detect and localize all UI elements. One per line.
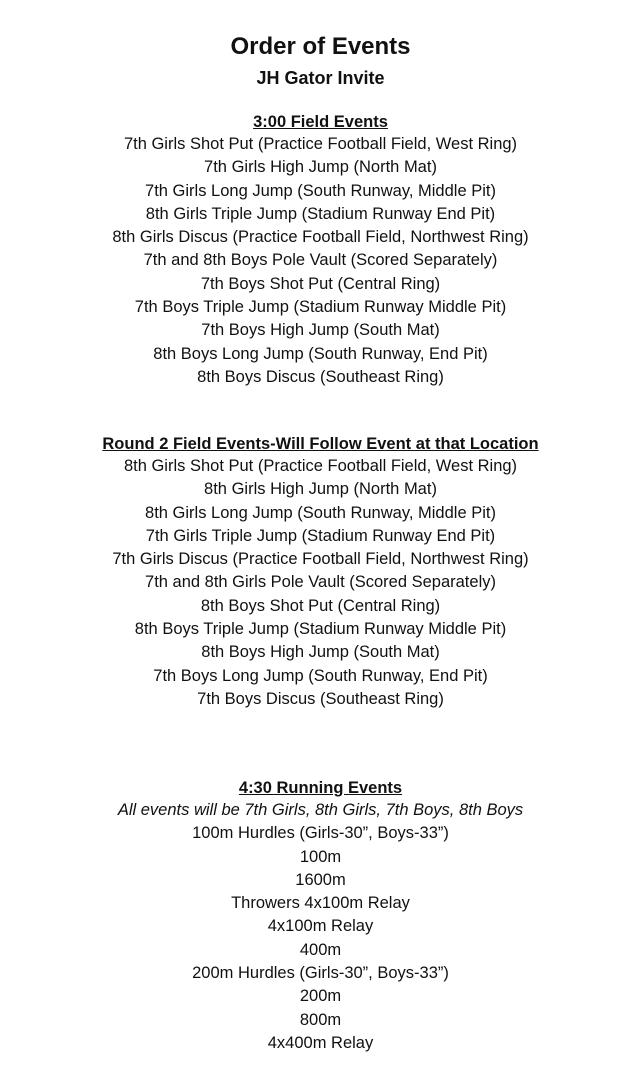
event-item: 7th and 8th Girls Pole Vault (Scored Separately) [145,573,496,592]
running-events-note: All events will be 7th Girls, 8th Girls, 7th Boys, 8th Boys [117,801,524,819]
event-item: 7th and 8th Boys Pole Vault (Scored Separately) [143,251,498,270]
event-item: 7th Girls Triple Jump (Stadium Runway End Pit) [145,526,496,545]
event-item: Throwers 4x100m Relay [231,894,410,913]
event-item: 8th Girls Long Jump (South Runway, Middle Pit) [145,503,496,522]
event-item: 8th Girls High Jump (North Mat) [204,480,437,499]
event-item: 7th Boys Shot Put (Central Ring) [200,274,441,293]
event-item: 8th Girls Shot Put (Practice Football Field, West Ring) [123,457,518,475]
round-2-field-events-section [0,433,641,711]
page-title: Order of Events [230,33,411,60]
event-item: 800m [299,1010,342,1029]
event-item: 8th Boys Long Jump (South Runway, End Pit) [153,344,488,363]
event-item: 7th Girls High Jump (North Mat) [204,158,437,177]
event-item: 4x400m Relay [267,1033,374,1052]
section-heading: 4:30 Running Events [238,779,403,797]
event-item: 8th Boys Discus (Southeast Ring) [197,367,444,386]
running-events-section [0,777,641,1055]
event-item: 7th Boys Long Jump (South Runway, End Pit) [153,666,488,685]
event-item: 7th Boys Triple Jump (Stadium Runway Middle Pit) [134,298,507,317]
event-item: 4x100m Relay [267,917,374,936]
section-heading: 3:00 Field Events [253,113,388,131]
event-item: 8th Boys Triple Jump (Stadium Runway Middle Pit) [134,620,507,639]
event-item: 100m Hurdles (Girls-30”, Boys-33”) [192,824,449,843]
event-item: 7th Girls Long Jump (South Runway, Middle Pit) [145,181,496,200]
event-item: 1600m [295,870,346,889]
event-item: 8th Boys High Jump (South Mat) [201,643,440,662]
event-item: 8th Girls Discus (Practice Football Field, Northwest Ring) [112,228,529,247]
event-item: 200m [299,987,342,1006]
page-subtitle: JH Gator Invite [256,68,385,88]
section-heading: Round 2 Field Events-Will Follow Event at that Location [102,435,539,453]
event-item: 100m [299,847,342,866]
event-item: 7th Boys Discus (Southeast Ring) [197,689,444,708]
event-item: 7th Boys High Jump (South Mat) [201,321,440,340]
event-item: 8th Boys Shot Put (Central Ring) [200,596,441,615]
event-item: 7th Girls Discus (Practice Football Field, Northwest Ring) [112,550,529,569]
event-item: 8th Girls Triple Jump (Stadium Runway End Pit) [145,204,496,223]
event-item: 400m [299,940,342,959]
field-events-section [0,111,641,389]
event-item: 200m Hurdles (Girls-30”, Boys-33”) [192,964,449,983]
event-item: 7th Girls Shot Put (Practice Football Field, West Ring) [123,135,518,153]
